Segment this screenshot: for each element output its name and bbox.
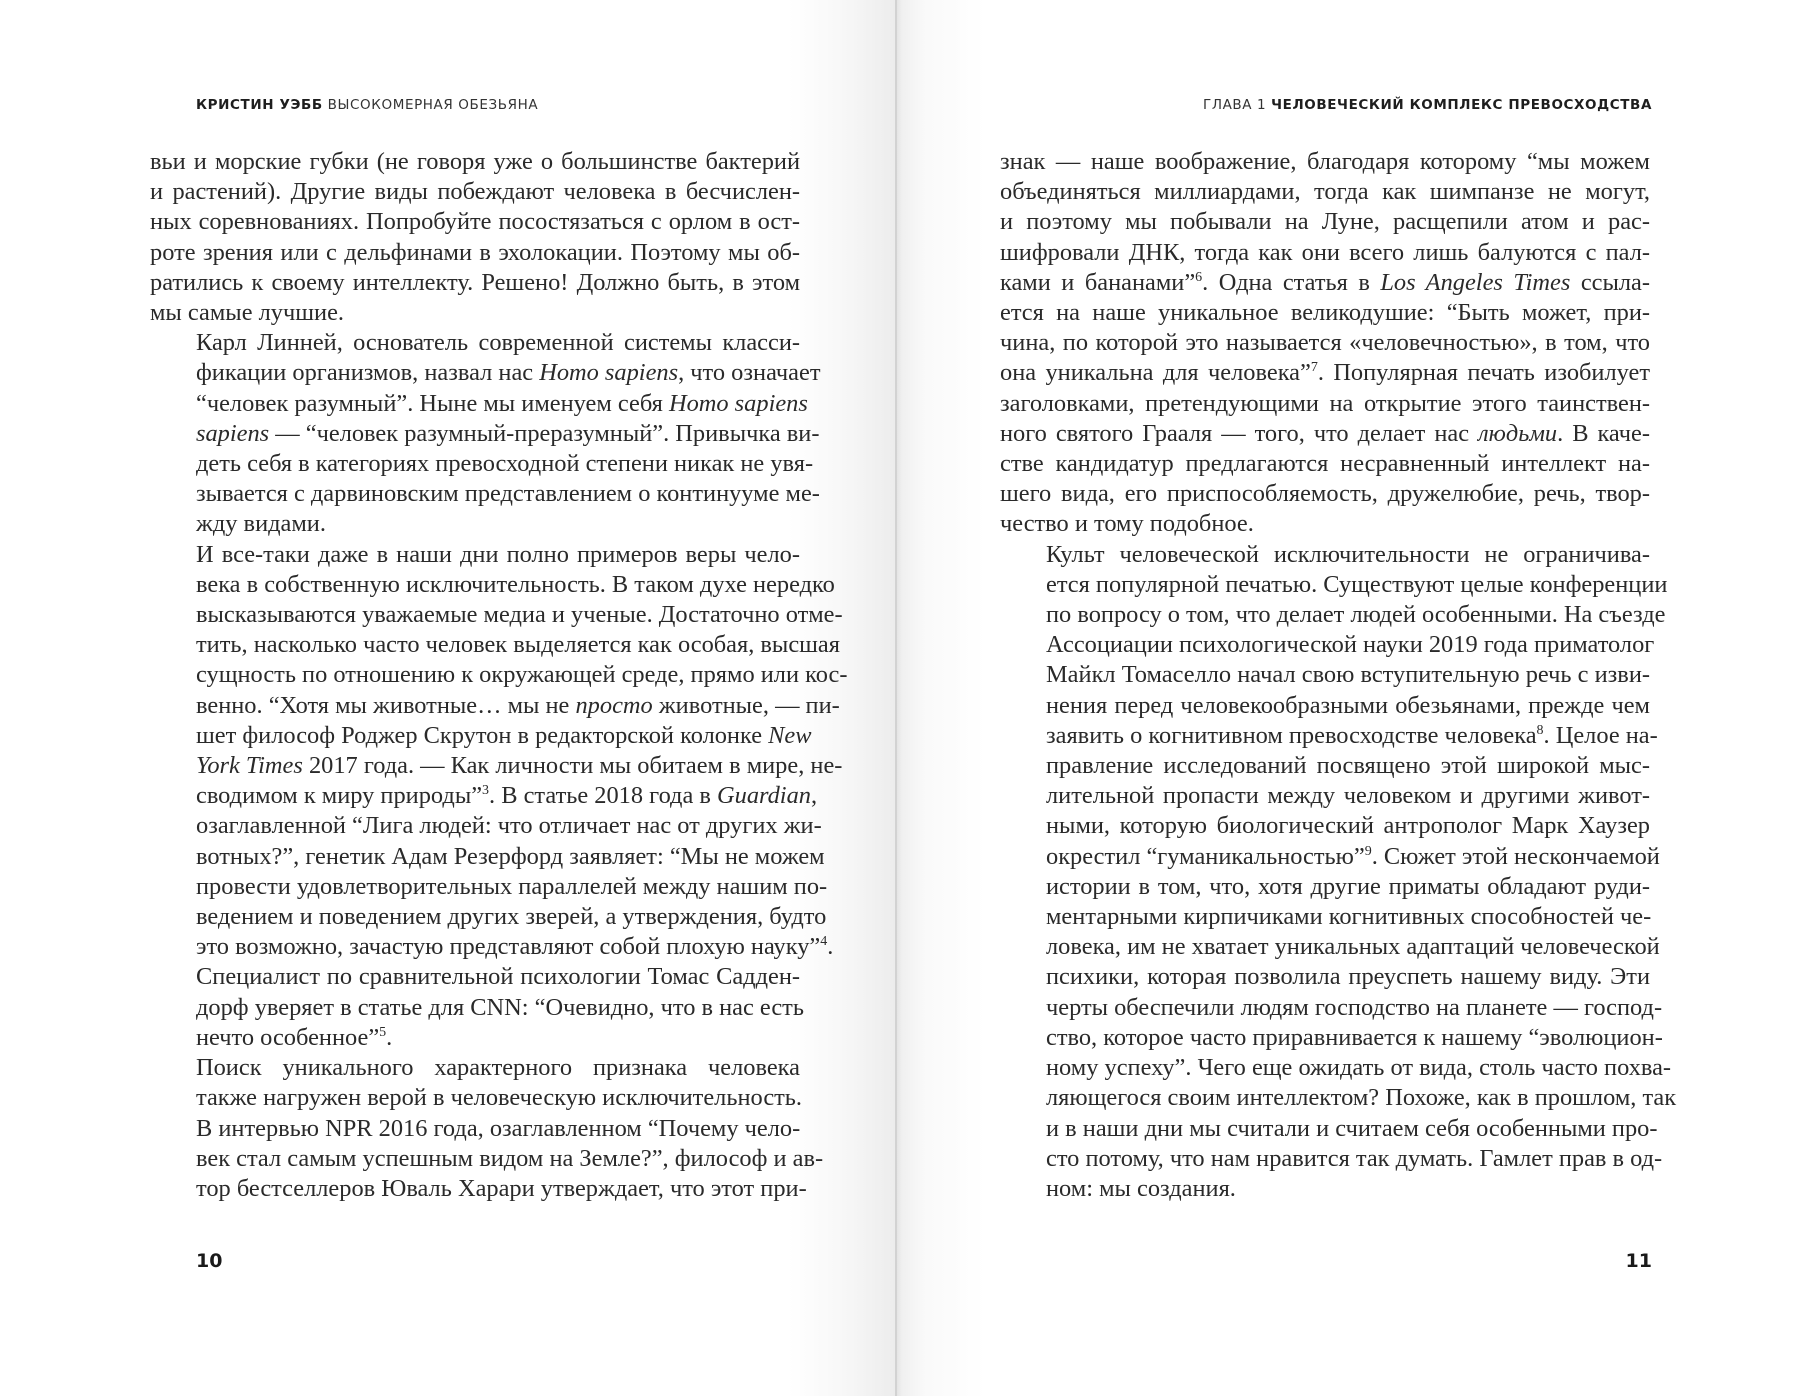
text-line: чина, по которой это называется «человечностью», в том, что [1000,329,1650,357]
text-line: ется на наше уникальное великодушие: “Быть может, при- [1000,299,1650,327]
text-line: провести удовлетворительных параллелей между нашим по- [196,872,828,900]
text-line: ратились к своему интеллекту. Решено! Должно быть, в этом [150,268,800,296]
left-page [0,0,896,1396]
text-line: вьи и морские губки (не говоря уже о большинстве бактерий [150,148,800,175]
text-line: правление исследований посвящено этой широкой мыс- [1046,752,1650,780]
text-line: и в наши дни мы считали и считаем себя особенными про- [1046,1114,1658,1142]
text-line: это возможно, зачастую представляют собой плохую науку”$^4$. [196,933,834,961]
text-line: знак — наше воображение, благодаря которому “мы можем [1000,148,1650,175]
text-line: черты обеспечили людям господство на планете — господ- [1046,993,1663,1021]
text-line: фикации организмов, назвал нас Homo sapiens, что означает [196,359,821,387]
text-line: ками и бананами”$^6$. Одна статья в Los Angeles Times ссыла- [1000,268,1650,296]
text-line: по вопросу о том, что делает людей особенными. На съезде [1046,601,1666,629]
text-line: Специалист по сравнительной психологии Томас Садден- [196,963,800,991]
book-spine-gutter [895,0,897,1396]
text-line: и поэтому мы побывали на Луне, расщепили атом и рас- [1000,208,1650,236]
text-line: sapiens — “человек разумный-преразумный”. Привычка ви- [196,419,820,447]
right-page-body [1000,147,1677,1204]
text-line: ведением и поведением других зверей, а утверждения, будто [196,903,827,931]
page-number-right: 11 [1625,1250,1652,1272]
text-line: и растений). Другие виды побеждают человека в бесчислен- [150,178,800,206]
text-line: ляющегося своим интеллектом? Похоже, как в прошлом, так [1046,1084,1677,1112]
text-line: ном: мы создания. [1046,1174,1236,1202]
text-line: деть себя в категориях превосходной степени никак не увя- [196,450,814,478]
text-line: век стал самым успешным видом на Земле?”, философ и ав- [196,1144,824,1172]
text-line: ловека, им не хватает уникальных адаптаций человеческой [1046,933,1660,961]
text-line: сущность по отношению к окружающей среде, прямо или кос- [196,661,848,689]
text-line: ется популярной печатью. Существуют целые конференции [1046,570,1668,598]
text-line: венно. “Хотя мы животные… мы не просто животные, — пи- [196,691,840,719]
text-line: И все-таки даже в наши дни полно примеров веры чело- [196,540,800,568]
text-line: вотных?”, генетик Адам Резерфорд заявляет: “Мы не можем [196,842,825,870]
text-line: тор бестселлеров Юваль Харари утверждает, что этот при- [196,1174,807,1202]
text-line: сводимом к миру природы”$^3$. В статье 2018 года в Guardian, [196,782,818,810]
left-page-body [150,147,848,1204]
text-line: дорф уверяет в статье для CNN: “Очевидно, что в нас есть [196,993,804,1021]
right-page [896,0,1798,1396]
text-line: шифровали ДНК, тогда как они всего лишь балуются с пал- [1000,238,1650,266]
text-line: ство, которое часто приравнивается к нашему “эволюцион- [1046,1023,1663,1051]
text-line: стве кандидатур предлагаются несравненный интеллект на- [1000,450,1650,478]
text-line: чество и тому подобное. [1000,510,1254,538]
running-head-author: КРИСТИН УЭББ [196,97,323,113]
text-line: она уникальна для человека”$^7$. Популярная печать изобилует [1000,359,1651,387]
paragraph [150,1053,824,1204]
text-line: В интервью NPR 2016 года, озаглавленном “Почему чело- [196,1114,801,1142]
paragraph [1000,540,1677,1204]
text-line: озаглавленной “Лига людей: что отличает нас от других жи- [196,812,822,840]
text-line: жду видами. [196,510,326,538]
text-line: заявить о когнитивном превосходстве человека$^8$. Целое на- [1046,721,1658,749]
running-head-book-title: ВЫСОКОМЕРНАЯ ОБЕЗЬЯНА [327,97,539,113]
running-head-left [196,97,538,113]
text-line: окрестил “гуманикальностью”$^9$. Сюжет этой нескончаемой [1046,842,1660,870]
text-line: сто потому, что нам нравится так думать. Гамлет прав в од- [1046,1144,1663,1172]
text-line: шего вида, его приспособляемость, дружелюбие, речь, твор- [1000,480,1650,508]
text-line: York Times 2017 года. — Как личности мы обитаем в мире, не- [196,752,843,780]
paragraph [150,540,848,1053]
text-line: ных соревнованиях. Попробуйте посостязаться с орлом в ост- [150,208,800,236]
text-line: высказываются уважаемые медиа и ученые. Достаточно отме- [196,601,843,629]
text-line: ментарными кирпичиками когнитивных способностей че- [1046,903,1652,931]
text-line: зывается с дарвиновским представлением о континууме ме- [196,480,820,508]
text-line: Культ человеческой исключительности не ограничива- [1046,540,1650,568]
text-line: века в собственную исключительность. В таком духе нередко [196,570,835,598]
text-line: мы самые лучшие. [150,299,345,327]
text-line: лительной пропасти между человеком и другими живот- [1046,782,1650,810]
page-number-left: 10 [196,1250,223,1272]
running-head-right [1203,97,1652,113]
text-line: “человек разумный”. Ныне мы именуем себя Homo sapiens [196,389,808,417]
text-line: ного святого Грааля — того, что делает нас людьми. В каче- [1000,419,1650,447]
text-line: ными, которую биологический антрополог Марк Хаузер [1046,812,1650,840]
text-line: шет философ Роджер Скрутон в редакторской колонке New [196,721,812,749]
text-line: роте зрения или с дельфинами в эхолокации. Поэтому мы об- [150,238,800,266]
text-line: Поиск уникального характерного признака человека [196,1054,800,1082]
text-line: также нагружен верой в человеческую исключительность. [196,1084,803,1112]
text-line: тить, насколько часто человек выделяется как особая, высшая [196,631,840,659]
text-line: истории в том, что, хотя другие приматы обладают руди- [1046,872,1650,900]
text-line: Ассоциации психологической науки 2019 года приматолог [1046,631,1655,659]
running-head-chapter-title: ЧЕЛОВЕЧЕСКИЙ КОМПЛЕКС ПРЕВОСХОДСТВА [1271,97,1652,113]
text-line: объединяться миллиардами, тогда как шимпанзе не могут, [1000,178,1650,206]
text-line: нечто особенное”$^5$. [196,1023,393,1051]
text-line: ному успеху”. Чего еще ожидать от вида, столь часто похва- [1046,1054,1672,1082]
paragraph [150,147,800,328]
text-line: нения перед человекообразными обезьянами, прежде чем [1046,691,1650,719]
paragraph [1000,147,1650,540]
text-line: Карл Линней, основатель современной системы класси- [196,329,800,357]
text-line: Майкл Томаселло начал свою вступительную речь с изви- [1046,661,1650,689]
running-head-chapter: ГЛАВА 1 [1203,97,1267,113]
text-line: психики, которая позволила преуспеть нашему виду. Эти [1046,963,1650,991]
paragraph [150,328,821,539]
text-line: заголовками, претендующими на открытие этого таинствен- [1000,389,1650,417]
